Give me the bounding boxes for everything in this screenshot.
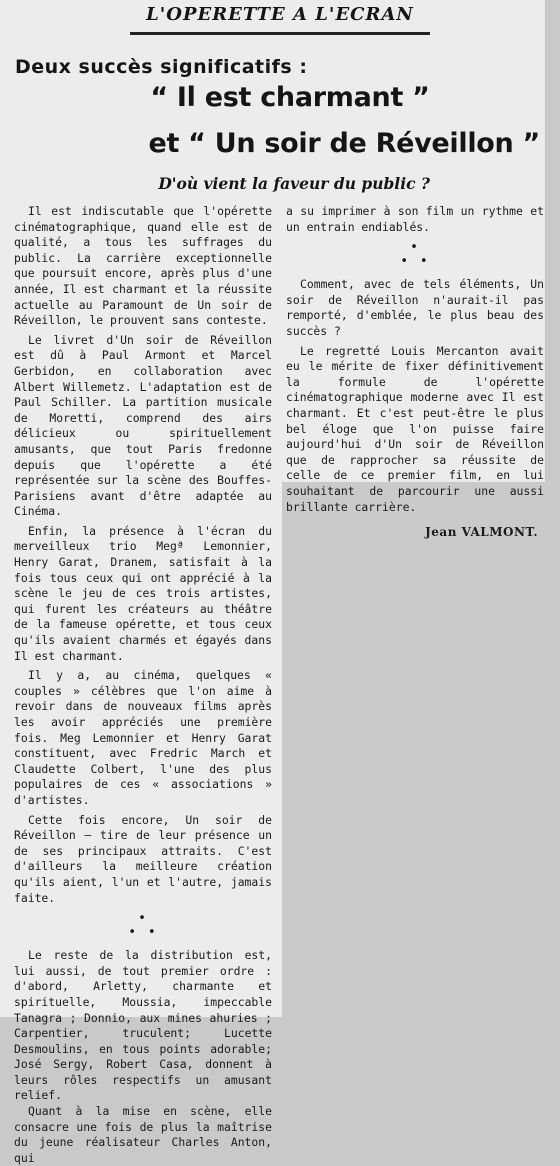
separator-bottom: • • — [400, 254, 430, 270]
paragraph: Cette fois encore, Un soir de Réveillon — tire de leur présence un de ses principaux attraits. C'est d'ailleurs la meilleure création qu'ils aient, l'un et l'autre, jamais faite. — [14, 812, 272, 905]
article-left-column — [14, 204, 272, 1166]
section-separator — [286, 241, 544, 269]
separator-top: • — [410, 240, 420, 256]
kicker: Deux succès significatifs : — [15, 56, 308, 78]
paragraph: a su imprimer à son film un rythme et un entrain endiablés. — [286, 204, 544, 234]
headline-line-2: et “ Un soir de Réveillon ” — [148, 128, 540, 159]
subheadline: D'où vient la faveur du public ? — [158, 174, 430, 193]
separator-bottom: • • — [128, 925, 158, 941]
article-right-column — [286, 204, 544, 541]
paragraph: Le regretté Louis Mercanton avait eu le mérite de fixer définitivement la formule de l'opérette cinématographique moderne avec Il est charmant. Et c'est peut-être le plus bel éloge que l'on puisse faire aujourd'hui d'Un soir de Réveillon que de rapprocher sa réussite de celle de ce premier film, en lui souhaitant de parcourir une aussi brillante carrière. — [286, 343, 544, 514]
paragraph: Il est indiscutable que l'opérette cinématographique, quand elle est de qualité, a tous les suffrages du public. La carrière exceptionnelle que poursuit encore, après plus d'une année, Il est charmant et la réussite actuelle au Paramount de Un soir de Réveillon, le prouvent sans conteste. — [14, 204, 272, 328]
paragraph: Comment, avec de tels éléments, Un soir de Réveillon n'aurait-il pas remporté, d'emblée, le plus beau des succès ? — [286, 277, 544, 338]
separator-top: • — [138, 911, 148, 927]
section-rubric: L'OPERETTE A L'ECRAN — [146, 4, 414, 25]
rubric-underline — [130, 32, 430, 35]
paragraph: Le reste de la distribution est, lui aussi, de tout premier ordre : d'abord, Arletty, charmante et spirituelle, Moussia, impeccable Tanagra ; Donnio, aux mines ahuries ; Carpentier, truculent; Lucette Desmoulins, en tous points adorable; José Sergy, Robert Casa, donnent à leurs rôles respectifs un amusant relief. — [14, 948, 272, 1103]
paragraph: Il y a, au cinéma, quelques « couples » célèbres que l'on aime à revoir dans de nouveaux films après les avoir appréciés une première fois. Meg Lemonnier et Henry Garat constituent, avec Fredric March et Claudette Colbert, l'une des plus populaires de ces « associations » d'artistes. — [14, 668, 272, 807]
section-separator — [14, 912, 272, 940]
paragraph: Le livret d'Un soir de Réveillon est dû à Paul Armont et Marcel Gerbidon, en collaboration avec Albert Willemetz. L'adaptation est de Paul Schiller. La partition musicale de Moretti, comprend des airs délicieux ou spirituellement amusants, que tout Paris fredonne depuis que l'opérette a été représentée sur la scène des Bouffes-Parisiens avant d'être adaptée au Cinéma. — [14, 332, 272, 519]
paragraph: Enfin, la présence à l'écran du merveilleux trio Megª Lemonnier, Henry Garat, Dranem, satisfait à la fois tous ceux qui ont apprécié à la scène le jeu de ces trois artistes, qui furent les créateurs au théâtre de la fameuse opérette, et tous ceux qu'ils avaient charmés et égayés dans Il est charmant. — [14, 523, 272, 663]
paragraph: Quant à la mise en scène, elle consacre une fois de plus la maîtrise du jeune réalisateur Charles Anton, qui — [14, 1104, 272, 1165]
author-signature: Jean VALMONT. — [425, 525, 538, 540]
blank-area — [282, 482, 560, 1017]
headline-line-1: “ Il est charmant ” — [150, 82, 430, 113]
